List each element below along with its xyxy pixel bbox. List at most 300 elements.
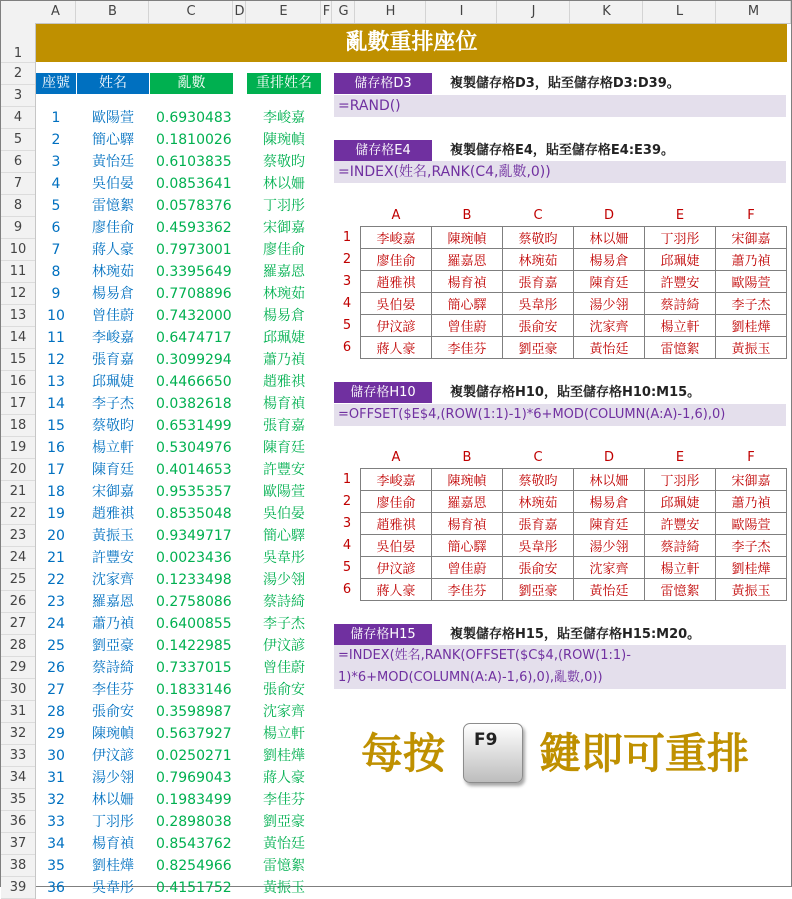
list-cell-rand[interactable]: 0.7969043 — [156, 770, 232, 786]
list-cell-rand[interactable]: 0.7432000 — [156, 308, 232, 324]
column-header[interactable]: D — [234, 1, 246, 23]
grid-cell[interactable]: 李子杰 — [716, 293, 787, 315]
list-cell-reorder[interactable]: 廖佳俞 — [263, 242, 305, 258]
row-header[interactable]: 26 — [1, 591, 35, 613]
list-cell-reorder[interactable]: 邱珮婕 — [263, 330, 305, 346]
grid-cell[interactable]: 楊易倉 — [574, 491, 645, 513]
grid-cell[interactable]: 黃振玉 — [716, 337, 787, 359]
list-cell-reorder[interactable]: 歐陽萱 — [263, 484, 305, 500]
grid-col-header: D — [603, 450, 614, 465]
list-cell-rand[interactable]: 0.6531499 — [156, 418, 232, 434]
row-header[interactable]: 1 — [1, 23, 35, 63]
grid-cell[interactable]: 伊汶諺 — [361, 557, 432, 579]
grid-cell[interactable]: 林以姍 — [574, 227, 645, 249]
list-cell-name[interactable]: 羅嘉恩 — [92, 594, 134, 610]
list-cell-rand[interactable]: 0.8535048 — [156, 506, 232, 522]
row-header[interactable]: 25 — [1, 569, 35, 591]
grid-cell[interactable]: 曾佳蔚 — [432, 557, 503, 579]
column-header[interactable]: I — [427, 1, 497, 23]
list-cell-reorder[interactable]: 許豐安 — [263, 462, 305, 478]
formula-h15-line2: 1)*6+MOD(COLUMN(A:A)-1,6),0),亂數,0)) — [338, 670, 603, 685]
list-cell-name[interactable]: 黃振玉 — [92, 528, 134, 544]
label-e4: 儲存格E4 — [334, 140, 432, 161]
grid-cell[interactable]: 李子杰 — [716, 535, 787, 557]
row-header[interactable]: 21 — [1, 481, 35, 503]
grid-cell[interactable]: 蔡敬昀 — [503, 469, 574, 491]
row-header[interactable]: 35 — [1, 789, 35, 811]
list-cell-name[interactable]: 邱珮婕 — [92, 374, 134, 390]
list-cell-seat[interactable]: 10 — [47, 308, 65, 324]
list-cell-rand[interactable]: 0.6400855 — [156, 616, 232, 632]
list-cell-rand[interactable]: 0.0250271 — [156, 748, 232, 764]
row-header[interactable]: 36 — [1, 811, 35, 833]
grid-cell[interactable]: 歐陽萱 — [716, 271, 787, 293]
list-cell-name[interactable]: 陳育廷 — [92, 462, 134, 478]
grid-cell[interactable]: 劉亞豪 — [503, 579, 574, 601]
list-cell-reorder[interactable]: 蔡詩綺 — [263, 594, 305, 610]
list-cell-reorder[interactable]: 張育嘉 — [263, 418, 305, 434]
list-cell-name[interactable]: 趙雅祺 — [92, 506, 134, 522]
list-cell-rand[interactable]: 0.8543762 — [156, 836, 232, 852]
row-header[interactable]: 2 — [1, 63, 35, 85]
row-header[interactable]: 18 — [1, 415, 35, 437]
grid-corner — [334, 205, 361, 227]
row-header[interactable]: 29 — [1, 657, 35, 679]
list-cell-rand[interactable]: 0.3099294 — [156, 352, 232, 368]
grid-cell[interactable]: 李佳芬 — [432, 337, 503, 359]
row-header[interactable]: 9 — [1, 217, 35, 239]
list-cell-seat[interactable]: 33 — [47, 814, 65, 830]
grid-cell[interactable]: 楊育禎 — [432, 513, 503, 535]
list-cell-rand[interactable]: 0.1422985 — [156, 638, 232, 654]
row-header[interactable]: 20 — [1, 459, 35, 481]
list-cell-seat[interactable]: 5 — [51, 198, 61, 214]
row-header[interactable]: 19 — [1, 437, 35, 459]
grid-cell[interactable]: 楊育禎 — [432, 271, 503, 293]
list-cell-name[interactable]: 歐陽萱 — [92, 110, 134, 126]
f9-hint — [361, 723, 761, 785]
list-cell-name[interactable]: 廖佳俞 — [92, 220, 134, 236]
list-cell-reorder[interactable]: 林以姍 — [263, 176, 305, 192]
list-cell-seat[interactable]: 22 — [47, 572, 65, 588]
list-cell-seat[interactable]: 19 — [47, 506, 65, 522]
grid-cell[interactable]: 邱珮婕 — [645, 491, 716, 513]
grid-cell[interactable]: 邱珮婕 — [645, 249, 716, 271]
grid-cell[interactable]: 羅嘉恩 — [432, 491, 503, 513]
row-header[interactable]: 3 — [1, 85, 35, 107]
grid-cell[interactable]: 李峻嘉 — [361, 469, 432, 491]
list-cell-rand[interactable]: 0.1833146 — [156, 682, 232, 698]
grid-col-header: B — [462, 208, 472, 223]
f9-text-after: 鍵即可重排 — [539, 729, 750, 778]
list-cell-reorder[interactable]: 楊立軒 — [263, 726, 305, 742]
grid-cell[interactable]: 李佳芬 — [432, 579, 503, 601]
list-cell-seat[interactable]: 3 — [51, 154, 61, 170]
formula-h15[interactable] — [334, 645, 786, 689]
list-cell-seat[interactable]: 6 — [51, 220, 61, 236]
list-cell-name[interactable]: 楊易倉 — [92, 286, 134, 302]
grid-cell[interactable]: 李峻嘉 — [361, 227, 432, 249]
list-cell-reorder[interactable]: 伊汶諺 — [263, 638, 305, 654]
f9-key-label: F9 — [474, 730, 498, 750]
list-cell-reorder[interactable]: 黃怡廷 — [263, 836, 305, 852]
grid-cell[interactable]: 張俞安 — [503, 315, 574, 337]
formula-e4[interactable]: =INDEX(姓名,RANK(C4,亂數,0)) — [334, 161, 786, 183]
list-cell-reorder[interactable]: 蔣人豪 — [263, 770, 305, 786]
grid-cell[interactable]: 陳琬幀 — [432, 227, 503, 249]
list-cell-rand[interactable]: 0.0578376 — [156, 198, 232, 214]
list-cell-rand[interactable]: 0.4466650 — [156, 374, 232, 390]
grid-cell[interactable]: 宋御嘉 — [716, 227, 787, 249]
list-cell-seat[interactable]: 1 — [51, 110, 61, 126]
grid-cell[interactable]: 劉桂燁 — [716, 557, 787, 579]
list-cell-reorder[interactable]: 李子杰 — [263, 616, 305, 632]
grid-row-header: 4 — [342, 538, 352, 553]
grid-cell[interactable]: 曾佳蔚 — [432, 315, 503, 337]
list-cell-seat[interactable]: 8 — [51, 264, 61, 280]
grid-cell[interactable]: 吳伯晏 — [361, 535, 432, 557]
list-cell-reorder[interactable]: 楊育禎 — [263, 396, 305, 412]
row-header[interactable]: 16 — [1, 371, 35, 393]
list-cell-rand[interactable]: 0.6103835 — [156, 154, 232, 170]
list-cell-rand[interactable]: 0.7973001 — [156, 242, 232, 258]
note-h10: 複製儲存格H10，貼至儲存格H10:M15。 — [450, 385, 701, 400]
list-cell-seat[interactable]: 4 — [51, 176, 61, 192]
list-cell-name[interactable]: 蔡詩綺 — [92, 660, 134, 676]
header-rand[interactable]: 亂數 — [150, 73, 233, 94]
list-cell-reorder[interactable]: 丁羽彤 — [263, 198, 305, 214]
list-cell-rand[interactable]: 0.4151752 — [156, 880, 232, 896]
grid-cell[interactable]: 蔣人豪 — [361, 337, 432, 359]
list-cell-reorder[interactable]: 李佳芬 — [263, 792, 305, 808]
list-cell-name[interactable]: 雷憶絮 — [92, 198, 134, 214]
grid-col-header: B — [462, 450, 472, 465]
grid-cell[interactable]: 黃怡廷 — [574, 337, 645, 359]
list-cell-reorder[interactable]: 簡心驛 — [263, 528, 305, 544]
grid-row-header: 3 — [342, 274, 352, 289]
list-cell-seat[interactable]: 16 — [47, 440, 65, 456]
list-cell-reorder[interactable]: 黃振玉 — [263, 880, 305, 896]
list-cell-name[interactable]: 簡心驛 — [92, 132, 134, 148]
row-header[interactable]: 34 — [1, 767, 35, 789]
list-cell-seat[interactable]: 24 — [47, 616, 65, 632]
list-cell-rand[interactable]: 0.7337015 — [156, 660, 232, 676]
list-cell-reorder[interactable]: 趙雅祺 — [263, 374, 305, 390]
column-headers — [1, 1, 791, 24]
grid-cell[interactable]: 黃怡廷 — [574, 579, 645, 601]
list-cell-rand[interactable]: 0.4593362 — [156, 220, 232, 236]
grid-col-header: E — [675, 208, 685, 223]
list-cell-reorder[interactable]: 蔡敬昀 — [263, 154, 305, 170]
list-cell-seat[interactable]: 9 — [51, 286, 61, 302]
list-cell-name[interactable]: 吳伯晏 — [92, 176, 134, 192]
column-header[interactable]: H — [356, 1, 426, 23]
grid-cell[interactable]: 趙雅祺 — [361, 271, 432, 293]
list-cell-rand[interactable]: 0.5637927 — [156, 726, 232, 742]
row-header[interactable]: 37 — [1, 833, 35, 855]
grid-cell[interactable]: 陳琬幀 — [432, 469, 503, 491]
grid-cell[interactable]: 蕭乃禎 — [716, 249, 787, 271]
list-cell-reorder[interactable]: 吳韋彤 — [263, 550, 305, 566]
list-cell-reorder[interactable]: 林琬茹 — [263, 286, 305, 302]
grid-cell[interactable]: 雷憶絮 — [645, 579, 716, 601]
row-header[interactable]: 39 — [1, 877, 35, 899]
list-cell-rand[interactable]: 0.0023436 — [156, 550, 232, 566]
list-cell-seat[interactable]: 30 — [47, 748, 65, 764]
list-cell-reorder[interactable]: 陳育廷 — [263, 440, 305, 456]
list-cell-seat[interactable]: 11 — [47, 330, 65, 346]
grid-cell[interactable]: 林琬茹 — [503, 249, 574, 271]
grid-cell[interactable]: 宋御嘉 — [716, 469, 787, 491]
list-cell-reorder[interactable]: 楊易倉 — [263, 308, 305, 324]
list-cell-rand[interactable]: 0.2758086 — [156, 594, 232, 610]
list-cell-name[interactable]: 張俞安 — [92, 704, 134, 720]
list-cell-reorder[interactable]: 湯少翎 — [263, 572, 305, 588]
grid-cell[interactable]: 張育嘉 — [503, 513, 574, 535]
list-cell-seat[interactable]: 21 — [47, 550, 65, 566]
list-cell-name[interactable]: 林琬茹 — [92, 264, 134, 280]
row-header[interactable]: 6 — [1, 151, 35, 173]
formula-h10[interactable]: =OFFSET($E$4,(ROW(1:1)-1)*6+MOD(COLUMN(A:A)-1,6),0) — [334, 404, 786, 426]
list-cell-name[interactable]: 劉桂燁 — [92, 858, 134, 874]
grid-cell[interactable]: 簡心驛 — [432, 293, 503, 315]
list-cell-name[interactable]: 李佳芬 — [92, 682, 134, 698]
list-cell-reorder[interactable]: 曾佳蔚 — [263, 660, 305, 676]
row-header[interactable]: 28 — [1, 635, 35, 657]
grid-cell[interactable]: 丁羽彤 — [645, 469, 716, 491]
row-header[interactable]: 22 — [1, 503, 35, 525]
grid-cell[interactable]: 許豐安 — [645, 513, 716, 535]
list-cell-rand[interactable]: 0.1810026 — [156, 132, 232, 148]
grid-cell[interactable]: 伊汶諺 — [361, 315, 432, 337]
list-cell-rand[interactable]: 0.6474717 — [156, 330, 232, 346]
list-cell-name[interactable]: 楊育禎 — [92, 836, 134, 852]
list-cell-name[interactable]: 吳韋彤 — [92, 880, 134, 896]
list-cell-rand[interactable]: 0.9349717 — [156, 528, 232, 544]
list-cell-reorder[interactable]: 陳琬幀 — [263, 132, 305, 148]
label-h15: 儲存格H15 — [334, 624, 432, 645]
row-header[interactable]: 7 — [1, 173, 35, 195]
list-cell-rand[interactable]: 0.8254966 — [156, 858, 232, 874]
list-cell-seat[interactable]: 20 — [47, 528, 65, 544]
list-cell-rand[interactable]: 0.9535357 — [156, 484, 232, 500]
grid-col-header: A — [391, 208, 401, 223]
grid-cell[interactable]: 沈家齊 — [574, 557, 645, 579]
list-cell-rand[interactable]: 0.7708896 — [156, 286, 232, 302]
row-header[interactable]: 31 — [1, 701, 35, 723]
list-cell-name[interactable]: 陳琬幀 — [92, 726, 134, 742]
grid-cell[interactable]: 楊立軒 — [645, 557, 716, 579]
formula-d3[interactable]: =RAND() — [334, 95, 786, 117]
list-cell-reorder[interactable]: 劉桂燁 — [263, 748, 305, 764]
list-cell-seat[interactable]: 26 — [47, 660, 65, 676]
row-header[interactable]: 12 — [1, 283, 35, 305]
grid-row-header: 3 — [342, 516, 352, 531]
grid-cell[interactable]: 雷憶絮 — [645, 337, 716, 359]
list-cell-name[interactable]: 李子杰 — [92, 396, 134, 412]
row-header[interactable]: 13 — [1, 305, 35, 327]
row-header[interactable]: 5 — [1, 129, 35, 151]
grid-cell[interactable]: 吳韋彤 — [503, 293, 574, 315]
list-cell-reorder[interactable]: 劉亞豪 — [263, 814, 305, 830]
grid-row-header: 1 — [342, 472, 352, 487]
list-cell-seat[interactable]: 35 — [47, 858, 65, 874]
row-header[interactable]: 38 — [1, 855, 35, 877]
row-header[interactable]: 17 — [1, 393, 35, 415]
list-cell-name[interactable]: 曾佳蔚 — [92, 308, 134, 324]
grid-cell[interactable]: 丁羽彤 — [645, 227, 716, 249]
list-cell-rand[interactable]: 0.1983499 — [156, 792, 232, 808]
column-header[interactable]: K — [571, 1, 643, 23]
grid-cell[interactable]: 張育嘉 — [503, 271, 574, 293]
row-header[interactable]: 11 — [1, 261, 35, 283]
grid-cell[interactable]: 歐陽萱 — [716, 513, 787, 535]
list-cell-reorder[interactable]: 蕭乃禎 — [263, 352, 305, 368]
row-header[interactable]: 33 — [1, 745, 35, 767]
list-cell-name[interactable]: 林以姍 — [92, 792, 134, 808]
row-header[interactable]: 15 — [1, 349, 35, 371]
grid-cell[interactable]: 張俞安 — [503, 557, 574, 579]
list-cell-seat[interactable]: 23 — [47, 594, 65, 610]
grid-cell[interactable]: 廖佳俞 — [361, 491, 432, 513]
list-cell-name[interactable]: 許豐安 — [92, 550, 134, 566]
row-header[interactable]: 23 — [1, 525, 35, 547]
grid-cell[interactable]: 林琬茹 — [503, 491, 574, 513]
grid-cell[interactable]: 吳伯晏 — [361, 293, 432, 315]
grid-cell[interactable]: 廖佳俞 — [361, 249, 432, 271]
list-cell-seat[interactable]: 31 — [47, 770, 65, 786]
grid-cell[interactable]: 湯少翎 — [574, 535, 645, 557]
column-header[interactable]: M — [717, 1, 791, 23]
list-cell-seat[interactable]: 27 — [47, 682, 65, 698]
list-cell-rand[interactable]: 0.1233498 — [156, 572, 232, 588]
column-header[interactable]: L — [644, 1, 716, 23]
grid-row-header: 5 — [342, 560, 352, 575]
list-cell-rand[interactable]: 0.2898038 — [156, 814, 232, 830]
list-cell-seat[interactable]: 34 — [47, 836, 65, 852]
list-cell-name[interactable]: 蔡敬昀 — [92, 418, 134, 434]
list-cell-seat[interactable]: 36 — [47, 880, 65, 896]
list-cell-name[interactable]: 湯少翎 — [92, 770, 134, 786]
grid-cell[interactable]: 林以姍 — [574, 469, 645, 491]
grid-col-header: C — [533, 450, 543, 465]
list-cell-reorder[interactable]: 吳伯晏 — [263, 506, 305, 522]
list-cell-reorder[interactable]: 羅嘉恩 — [263, 264, 305, 280]
list-cell-reorder[interactable]: 李峻嘉 — [263, 110, 305, 126]
row-header[interactable]: 8 — [1, 195, 35, 217]
grid-cell[interactable]: 黃振玉 — [716, 579, 787, 601]
list-cell-name[interactable]: 劉亞豪 — [92, 638, 134, 654]
header-reorder[interactable]: 重排姓名 — [247, 73, 321, 94]
list-cell-seat[interactable]: 14 — [47, 396, 65, 412]
column-header[interactable]: J — [498, 1, 570, 23]
grid-cell[interactable]: 許豐安 — [645, 271, 716, 293]
list-cell-reorder[interactable]: 宋御嘉 — [263, 220, 305, 236]
grid-cell[interactable]: 沈家齊 — [574, 315, 645, 337]
list-cell-reorder[interactable]: 張俞安 — [263, 682, 305, 698]
grid-cell[interactable]: 蔣人豪 — [361, 579, 432, 601]
row-header[interactable]: 27 — [1, 613, 35, 635]
column-header[interactable]: G — [333, 1, 355, 23]
grid-cell[interactable]: 劉亞豪 — [503, 337, 574, 359]
grid-row-header: 2 — [342, 252, 352, 267]
list-cell-name[interactable]: 伊汶諺 — [92, 748, 134, 764]
list-cell-name[interactable]: 宋御嘉 — [92, 484, 134, 500]
grid-cell[interactable]: 羅嘉恩 — [432, 249, 503, 271]
list-cell-seat[interactable]: 17 — [47, 462, 65, 478]
column-header[interactable]: B — [77, 1, 149, 23]
header-seat[interactable]: 座號 — [36, 73, 76, 94]
list-cell-name[interactable]: 張育嘉 — [92, 352, 134, 368]
grid-row-header: 4 — [342, 296, 352, 311]
grid-cell[interactable]: 劉桂燁 — [716, 315, 787, 337]
list-cell-rand[interactable]: 0.0382618 — [156, 396, 232, 412]
column-header[interactable]: A — [36, 1, 76, 23]
row-header[interactable]: 4 — [1, 107, 35, 129]
column-header[interactable]: F — [322, 1, 332, 23]
row-header[interactable]: 10 — [1, 239, 35, 261]
grid-cell[interactable]: 楊易倉 — [574, 249, 645, 271]
row-header[interactable]: 14 — [1, 327, 35, 349]
grid-col-header: F — [747, 450, 755, 465]
grid-cell[interactable]: 陳育廷 — [574, 513, 645, 535]
column-header[interactable]: C — [150, 1, 233, 23]
header-name[interactable]: 姓名 — [77, 73, 149, 94]
list-cell-seat[interactable]: 29 — [47, 726, 65, 742]
list-cell-seat[interactable]: 32 — [47, 792, 65, 808]
list-cell-rand[interactable]: 0.0853641 — [156, 176, 232, 192]
grid-cell[interactable]: 陳育廷 — [574, 271, 645, 293]
grid-row-header: 6 — [342, 340, 352, 355]
list-cell-reorder[interactable]: 雷憶絮 — [263, 858, 305, 874]
list-cell-name[interactable]: 沈家齊 — [92, 572, 134, 588]
column-header[interactable]: E — [247, 1, 321, 23]
list-cell-seat[interactable]: 25 — [47, 638, 65, 654]
grid-cell[interactable]: 蔡敬昀 — [503, 227, 574, 249]
list-cell-seat[interactable]: 15 — [47, 418, 65, 434]
grid-cell[interactable]: 簡心驛 — [432, 535, 503, 557]
list-cell-rand[interactable]: 0.3395649 — [156, 264, 232, 280]
list-cell-rand[interactable]: 0.5304976 — [156, 440, 232, 456]
grid-cell[interactable]: 趙雅祺 — [361, 513, 432, 535]
grid-cell[interactable]: 蕭乃禎 — [716, 491, 787, 513]
grid-cell[interactable]: 蔡詩綺 — [645, 535, 716, 557]
list-cell-seat[interactable]: 7 — [51, 242, 61, 258]
list-cell-rand[interactable]: 0.6930483 — [156, 110, 232, 126]
grid-cell[interactable]: 吳韋彤 — [503, 535, 574, 557]
row-header[interactable]: 24 — [1, 547, 35, 569]
list-cell-name[interactable]: 黃怡廷 — [92, 154, 134, 170]
list-cell-seat[interactable]: 13 — [47, 374, 65, 390]
list-cell-seat[interactable]: 28 — [47, 704, 65, 720]
row-header[interactable]: 32 — [1, 723, 35, 745]
list-cell-name[interactable]: 蕭乃禎 — [92, 616, 134, 632]
list-cell-seat[interactable]: 2 — [51, 132, 61, 148]
list-cell-name[interactable]: 蔣人豪 — [92, 242, 134, 258]
list-cell-reorder[interactable]: 沈家齊 — [263, 704, 305, 720]
row-header[interactable]: 30 — [1, 679, 35, 701]
list-cell-name[interactable]: 丁羽彤 — [92, 814, 134, 830]
list-cell-rand[interactable]: 0.4014653 — [156, 462, 232, 478]
list-cell-seat[interactable]: 18 — [47, 484, 65, 500]
grid-cell[interactable]: 湯少翎 — [574, 293, 645, 315]
list-cell-name[interactable]: 楊立軒 — [92, 440, 134, 456]
list-cell-rand[interactable]: 0.3598987 — [156, 704, 232, 720]
list-cell-name[interactable]: 李峻嘉 — [92, 330, 134, 346]
grid-cell[interactable]: 楊立軒 — [645, 315, 716, 337]
list-cell-seat[interactable]: 12 — [47, 352, 65, 368]
grid-cell[interactable]: 蔡詩綺 — [645, 293, 716, 315]
